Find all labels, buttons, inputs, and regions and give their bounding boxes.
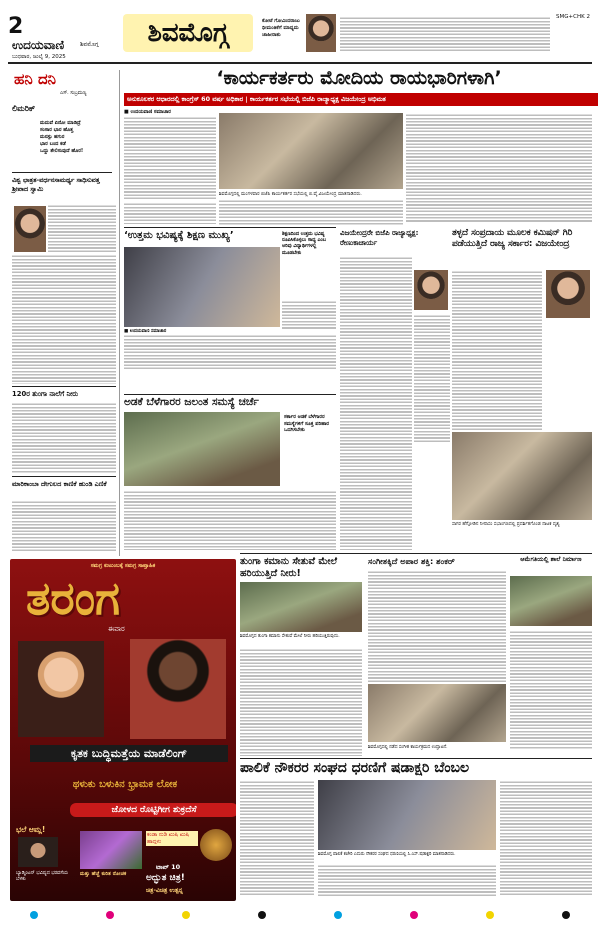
- main-body-right: [406, 113, 592, 223]
- school-photo: [510, 576, 592, 626]
- story1-headline: ವಿಶ್ವ ಛಾತ್ರತ-ವರ್ಧನಸಾಮರ್ಥ್ಯ ಸಾಧಿಸುವತ್ತ ಶ್ರೀಪಾದ ಸ್ವಾಮಿ: [12, 176, 100, 193]
- music-caption: ಶಿವಮೊಗ್ಗದಲ್ಲಿ ನಡೆದ ಸಂಗೀತ ಕಾರ್ಯಕ್ರಮದ ಉದ್ಘಾಟನೆ.: [368, 745, 448, 750]
- limerick-line: ಮನಸ್ಸು ಹಗುರ: [40, 134, 65, 140]
- bottom-caption: ಶಿವಮೊಗ್ಗ ಪಾಲಿಕೆ ಕಚೇರಿ ಎದುರು ನೌಕರರ ಸಂಘದ ಧರಣಿಯಲ್ಲಿ ಸಿ.ಎಸ್.ಷಡಾಕ್ಷರಿ ಮಾತನಾಡಿದರು.: [318, 852, 456, 857]
- limerick-line: ಭಾರ ಬಂದ ಕಡೆ: [40, 141, 66, 147]
- main-dateline: ■ ಉದಯವಾಣಿ ಸಮಾಚಾರ: [124, 109, 171, 115]
- story3-body: [12, 500, 116, 552]
- tunga-headline: ತುಂಗಾ ಕಮಾನು ಸೇತುವೆ ಮೇಲೆ ಹರಿಯುತ್ತಿದೆ ನೀರು!: [240, 556, 338, 579]
- tarang-mattu: ಮತ್ತು ಹೆಚ್ಚೆ ಕುರಿತ ರೋಚಕ: [80, 871, 127, 877]
- tarang-feature: ಕೃತಕ ಬುದ್ಧಿಮತ್ತೆಯ ಮಾಡೆಲಿಂಗ್: [30, 745, 228, 762]
- reg-mark: [486, 911, 494, 919]
- arecanut-headline: ಅಡಕೆ ಬೆಳೆಗಾರರ ಜಲಂತ ಸಮಸ್ಯೆ ಚರ್ಚೆ: [124, 396, 259, 408]
- reg-mark: [410, 911, 418, 919]
- left-divider-3: [12, 476, 116, 477]
- section-title: ಶಿವಮೊಗ್ಗ: [123, 14, 253, 52]
- right-headline-2: ತಳ್ಳದೆ ಸಂಪ್ರದಾಯ ಮೂಲಕ ಕಮಿಷನ್ ಗಿರಿ ಪಡೆಯುತ್ತಿದೆ ರಾಜ್ಯ ಸರ್ಕಾರ: ವಿಜಯೇಂದ್ರ: [452, 228, 573, 249]
- bottom-headline: ಪಾಲಿಕೆ ನೌಕರರ ಸಂಘದ ಧರಣಿಗೆ ಷಡಾಕ್ಷರಿ ಬೆಂಬಲ: [240, 760, 470, 776]
- story1-body-2: [12, 254, 116, 384]
- story1-body: [48, 204, 116, 252]
- story2-body: [12, 402, 116, 474]
- arecanut-pullquote: ಸರ್ಕಾರ ಅಡಕೆ ಬೆಳೆಗಾರರ ಸಮಸ್ಯೆಗಳಿಗೆ ಸೂಕ್ತ ಪರಿಹಾರ ಒದಗಿಸಬೇಕು: [284, 414, 330, 434]
- tarang-kanda: ಕಂಡಾ ನುಡಿ ಖುಷಿ ಖುಷಿ ಹಾದ್ಗಳು: [146, 831, 198, 846]
- right-body-1: [340, 256, 412, 550]
- reg-mark: [30, 911, 38, 919]
- tarang-model-right: [130, 639, 226, 739]
- left-divider-2: [12, 386, 116, 387]
- hani-dani-logo: ಹನಿ ದನಿ: [14, 70, 56, 88]
- main-body-left: [124, 116, 216, 200]
- bottom-rule: [240, 758, 592, 759]
- paper-sub: ಶಿವಮೊಗ್ಗ: [80, 41, 99, 48]
- edu-headline: ‘ಉತ್ತಮ ಭವಿಷ್ಯಕ್ಕೆ ಶಿಕ್ಷಣ ಮುಖ್ಯ’: [124, 230, 234, 241]
- paper-name: ಉದಯವಾಣಿ: [12, 38, 65, 52]
- music-body: [368, 570, 506, 682]
- limerick-lines: [40, 120, 110, 155]
- reg-mark: [334, 911, 342, 919]
- tarang-chitra: ಚಿತ್ರ-ವಿಚಿತ್ರ ಉತ್ಪನ್ನ: [146, 887, 183, 894]
- school-body: [510, 630, 592, 750]
- bottom-body-left: [240, 780, 314, 896]
- hani-dani-byline: ಎಸ್. ಸುಬ್ರಮಣ್ಯ: [60, 91, 87, 96]
- tarang-model-left: [18, 641, 104, 737]
- page-number: 2: [8, 14, 24, 39]
- tarang-ribbon: ಜೋಳದ ರೊಟ್ಟಿಗೀಗ ಶುಕ್ರದೆಸೆ: [70, 803, 236, 817]
- left-divider: [12, 172, 112, 173]
- reg-mark: [562, 911, 570, 919]
- drama-caption: ಸಾಗರ ಹೆಗ್ಗೋಡಿನ ನೀನಾಸಂ ಸಭಾಂಗಣದಲ್ಲಿ ಪ್ರದರ್ಶಿತಗೊಂಡ ನಾಟಕ ದೃಶ್ಯ: [452, 522, 560, 527]
- tarang-feature-sub: ಥಳುಕು ಬಳುಕಿನ ಭ್ರಾಮಕ ಲೋಕ: [72, 779, 178, 790]
- main-photo: [219, 113, 403, 189]
- main-body-left-2: [124, 202, 216, 224]
- tarang-badminton-portrait: [18, 837, 58, 867]
- right-body-2: [452, 270, 542, 430]
- edu-dateline: ■ ಉದಯವಾಣಿ ಸಮಾಚಾರ: [124, 329, 167, 334]
- music-headline: ಸಂಗೀತಕ್ಕಿದೆ ಅಪಾರ ಶಕ್ತಿ: ಶಂಕರ್: [368, 556, 455, 566]
- edition-code: SMG+CHK 2: [556, 14, 590, 20]
- arecanut-body: [124, 490, 336, 550]
- right-portrait: [414, 270, 448, 310]
- right-headline-1: ವಿಜಯೇಂದ್ರರೇ ಬಿಜೆಪಿ ರಾಜ್ಯಾಧ್ಯಕ್ಷ: ರೇಣುಕಾಚಾರ್ಯ: [340, 229, 419, 247]
- edu-photo: [124, 247, 280, 327]
- tarang-flowers: [80, 831, 142, 869]
- date-line: ಬುಧವಾರ, ಜುಲೈ 9, 2025: [12, 54, 66, 60]
- tarang-title: ತರಂಗ: [26, 571, 120, 625]
- main-subhead: ಅನುಕೂಲಕರ ಆಧಾರದಲ್ಲಿ ಕಾಂಗ್ರೆಸ್ 60 ವರ್ಷ ಅಧಿಕಾರ | ಕಾರ್ಯಕರ್ತರ ಸಭೆಯಲ್ಲಿ ಬಿಜೆಪಿ ರಾಜ್ಯಾಧ್ಯಕ್ಷ ವಿಜಯೇಂದ್ರ ಅಭಿಮತ: [124, 93, 598, 106]
- story2-headline: 120ರ ತುಂಗಾ ನಾಲೆಗೆ ನೀರು: [12, 390, 79, 398]
- story3-headline: ಮಾರಿಕಾಂಬಾ ದೇಗುಲದ ಕಾಣಿಕೆ ಹುಂಡಿ ಎಣಿಕೆ: [12, 480, 107, 488]
- bottom-body-mid: [318, 864, 496, 896]
- right-body-1b: [414, 314, 450, 442]
- bottom-body-right: [500, 780, 592, 896]
- drama-photo: [452, 432, 592, 520]
- tarang-bhale-sub: ಬ್ಯಾಡ್ಮಿಂಟನ್ ಭವಿಷ್ಯದ ಭರವಸೆಯ ಬೆಳಕು: [16, 871, 68, 882]
- right-portrait-2: [546, 270, 590, 318]
- tarang-adbhuta: ಅದ್ಭುತ ಚಿತ್ರ!: [146, 873, 185, 883]
- limerick-line: ಸಂಸಾರ ಭಾರ ಹೊತ್ತ: [40, 127, 74, 133]
- limerick-line: ಒದ್ದು ತೇಲಿಸುವುದೆ ಹೊರ!: [40, 148, 84, 154]
- music-photo: [368, 684, 506, 742]
- edu-pullquote: ಶಿಕ್ಷಣದಿಂದ ಉತ್ತಮ ಭವಿಷ್ಯ ರೂಪಿಸಿಕೊಳ್ಳಲು ಸಾಧ್ಯ ಎಂಬ ಅರಿವು ವಿದ್ಯಾರ್ಥಿಗಳಲ್ಲಿ ಮೂಡಬೇಕು: [282, 232, 326, 256]
- limerick-line: ಮದುವೆ ಏನೋ ಮಾಡಿದ್ರೆ: [40, 120, 81, 126]
- tarang-bhale: ಭಲೆ ಆಮ್ಲ!: [16, 825, 46, 834]
- edu-body-2: [282, 300, 336, 330]
- tarang-top-count: ಟಾಪ್ 10: [156, 863, 181, 871]
- main-photo-caption: ಶಿವಮೊಗ್ಗದಲ್ಲಿ ಮಂಗಳವಾರ ಬಿಜೆಪಿ ಕಾರ್ಯಕರ್ತರ ಸಭೆಯಲ್ಲಿ ಬಿ.ವೈ.ವಿಜಯೇಂದ್ರ ಮಾತನಾಡಿದರು.: [219, 192, 362, 197]
- tunga-photo: [240, 582, 362, 632]
- promo-text: ಕೋಟೆ ಗೋವಿಂದರಾಜು ಧೀಮಂತಿಕೆಗೆ ಮಾಧ್ಯಮ ಜಾಹೀರಾತು: [262, 18, 300, 38]
- reg-mark: [106, 911, 114, 919]
- story1-portrait: [14, 206, 46, 252]
- tunga-caption: ಶಿವಮೊಗ್ಗದ ತುಂಗಾ ಕಮಾನು ಸೇತುವೆ ಮೇಲೆ ನೀರು ಹರಿಯುತ್ತಿರುವುದು.: [240, 634, 340, 639]
- main-headline: ‘ಕಾರ್ಯಕರ್ತರು ಮೋದಿಯ ರಾಯಭಾರಿಗಳಾಗಿ’: [216, 67, 502, 89]
- main-body-bottom: [219, 199, 403, 225]
- tarang-subtitle: ಈವಾರ: [108, 625, 125, 633]
- promo-body: [340, 16, 550, 52]
- tunga-body: [240, 648, 362, 756]
- arecanut-photo: [124, 412, 280, 486]
- tarang-top-line: ಸಮಗ್ರ ಕುಟುಂಬಕ್ಕೆ ಸಮಗ್ರ ಸಾಪ್ತಾಹಿಕ: [90, 563, 156, 569]
- arecanut-rule: [124, 394, 336, 395]
- school-headline: ಆಮೆಗತಿಯಲ್ಲಿ ಶಾಲೆ ನಿರ್ಮಾಣ: [520, 556, 582, 563]
- tunga-rule: [240, 553, 592, 554]
- edu-rule: [124, 227, 336, 228]
- masthead-rule: [8, 62, 592, 64]
- bottom-photo: [318, 780, 496, 850]
- edu-body: [124, 334, 336, 370]
- promo-portrait: [306, 14, 336, 52]
- reg-mark: [182, 911, 190, 919]
- limerick-title: ಲಿಮರಿಕ್: [12, 104, 36, 113]
- reg-mark: [258, 911, 266, 919]
- tarang-ad[interactable]: [10, 559, 236, 901]
- tarang-dish: [200, 829, 232, 861]
- registration-marks: [30, 910, 570, 920]
- column-rule: [119, 70, 120, 556]
